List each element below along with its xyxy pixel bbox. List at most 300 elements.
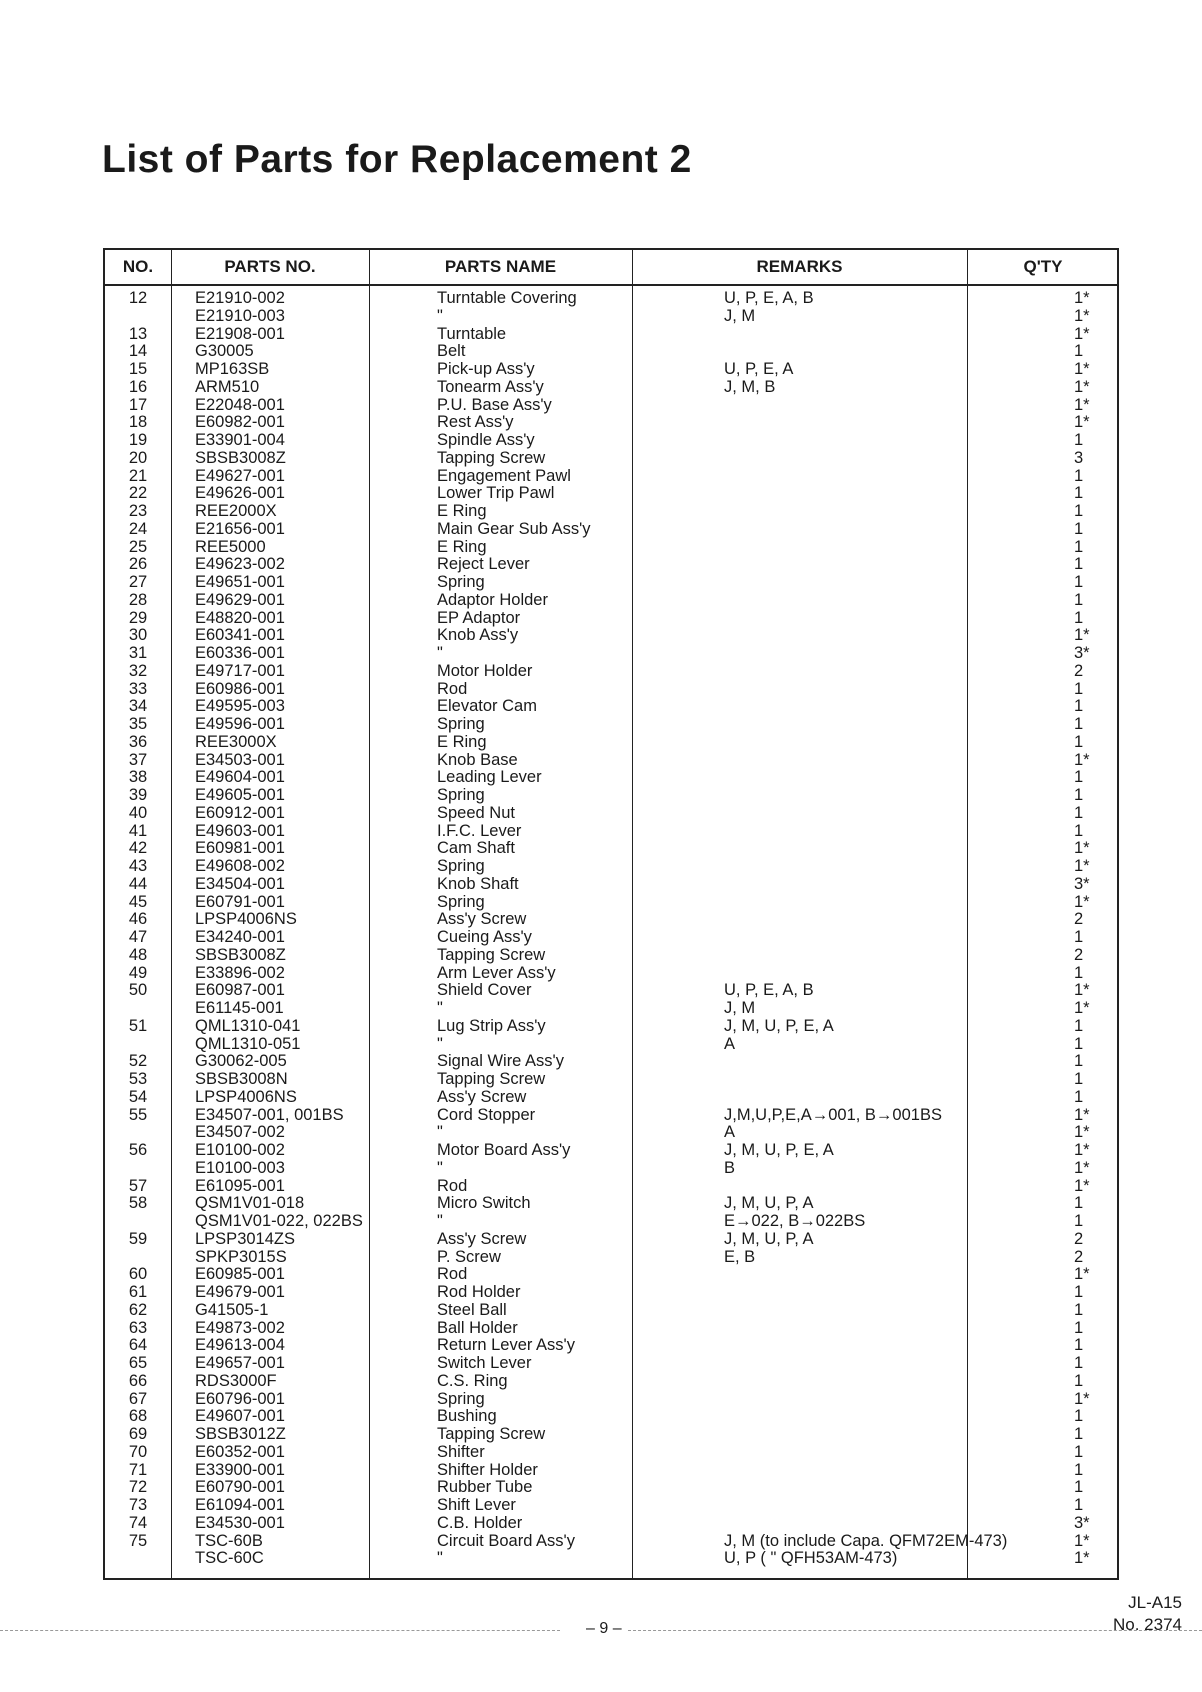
- cell-parts-name: Cord Stopper: [437, 1105, 536, 1124]
- cell-parts-no: QSM1V01-022, 022BS: [195, 1212, 363, 1230]
- cell-qty: 2: [1074, 945, 1084, 964]
- cell-qty: 1*: [1074, 324, 1090, 343]
- cell-qty: 1: [1074, 928, 1084, 946]
- cell-no: 57: [128, 1176, 148, 1195]
- cell-no: 51: [128, 1016, 148, 1035]
- table-row: [105, 1462, 1117, 1480]
- table-row: [105, 1160, 1117, 1178]
- cell-qty: 1: [1074, 484, 1084, 503]
- cell-parts-no: SBSB3008Z: [195, 945, 286, 964]
- cell-qty: 2: [1074, 661, 1084, 680]
- cell-parts-name: Shifter Holder: [437, 1460, 538, 1479]
- cell-no: 64: [128, 1336, 148, 1355]
- table-row: [105, 663, 1117, 681]
- cell-parts-name: Main Gear Sub Ass'y: [437, 519, 591, 538]
- cell-parts-name: I.F.C. Lever: [437, 821, 522, 840]
- cell-parts-no: E33900-001: [195, 1460, 285, 1479]
- cell-qty: 1*: [1074, 981, 1090, 1000]
- table-row: [105, 1444, 1117, 1462]
- cell-qty: 1: [1074, 697, 1084, 716]
- cell-no: 38: [128, 768, 148, 787]
- cell-no: 48: [128, 945, 148, 964]
- cell-parts-name: Bushing: [437, 1407, 497, 1426]
- table-row: [105, 1000, 1117, 1018]
- cell-qty: 1: [1074, 608, 1084, 627]
- cell-parts-name: Ball Holder: [437, 1318, 518, 1337]
- cell-no: 47: [128, 928, 148, 946]
- cell-parts-no: E49605-001: [195, 786, 285, 804]
- cell-no: 22: [128, 484, 148, 503]
- table-row: [105, 450, 1117, 468]
- table-row: [105, 769, 1117, 787]
- cell-parts-no: E33901-004: [195, 431, 285, 449]
- cell-parts-no: E49629-001: [195, 590, 285, 609]
- table-row: [105, 1391, 1117, 1409]
- cell-parts-name: ": [437, 999, 443, 1017]
- cell-parts-no: E60796-001: [195, 1389, 285, 1408]
- cell-no: 70: [128, 1442, 148, 1461]
- cell-parts-no: E21910-002: [195, 289, 285, 307]
- cell-no: 69: [128, 1425, 148, 1443]
- cell-qty: 1: [1074, 1336, 1084, 1355]
- cell-qty: 1: [1074, 768, 1084, 787]
- cell-parts-name: Shifter: [437, 1442, 485, 1461]
- cell-qty: 1: [1074, 1460, 1084, 1479]
- cell-parts-name: Return Lever Ass'y: [437, 1336, 575, 1355]
- cell-parts-name: Switch Lever: [437, 1354, 532, 1372]
- cell-no: 41: [128, 821, 148, 840]
- cell-parts-no: E60981-001: [195, 839, 285, 858]
- header-parts-name: PARTS NAME: [444, 257, 557, 276]
- table-row: [105, 308, 1117, 326]
- cell-parts-name: Knob Base: [437, 750, 518, 769]
- cell-qty: 1*: [1074, 1158, 1090, 1177]
- cell-qty: 1: [1074, 1034, 1084, 1053]
- table-row: [105, 929, 1117, 947]
- cell-remarks: J, M, B: [724, 377, 776, 396]
- cell-parts-no: TSC-60C: [195, 1549, 264, 1568]
- cell-qty: 1: [1074, 1194, 1084, 1213]
- cell-qty: 1*: [1074, 1141, 1090, 1159]
- cell-parts-name: Micro Switch: [437, 1194, 531, 1213]
- cell-parts-name: P.U. Base Ass'y: [437, 395, 552, 414]
- cell-parts-no: E49596-001: [195, 715, 285, 733]
- cell-parts-name: ": [437, 644, 443, 662]
- cell-no: 44: [128, 874, 148, 893]
- table-row: [105, 1231, 1117, 1249]
- cell-qty: 1: [1074, 1016, 1084, 1035]
- cell-parts-name: Lug Strip Ass'y: [437, 1016, 546, 1035]
- table-row: [105, 1036, 1117, 1054]
- cell-qty: 1: [1074, 466, 1084, 485]
- cell-parts-no: E49623-002: [195, 555, 285, 574]
- cell-qty: 1: [1074, 1300, 1084, 1319]
- cell-qty: 1: [1074, 1283, 1084, 1301]
- cell-parts-no: E22048-001: [195, 395, 285, 414]
- cell-parts-name: E Ring: [437, 537, 487, 556]
- table-row: [105, 805, 1117, 823]
- cell-no: 20: [128, 448, 148, 467]
- table-row: [105, 503, 1117, 521]
- cell-qty: 1: [1074, 1442, 1084, 1461]
- table-row: [105, 947, 1117, 965]
- table-row: [105, 1071, 1117, 1089]
- cell-qty: 3: [1074, 448, 1084, 467]
- cell-remarks: J, M, U, P, A: [724, 1229, 814, 1248]
- cell-parts-name: Rod: [437, 1265, 468, 1284]
- cell-parts-no: E61145-001: [195, 999, 284, 1017]
- cell-qty: 1: [1074, 573, 1084, 591]
- table-row: [105, 1089, 1117, 1107]
- cell-parts-name: Cueing Ass'y: [437, 928, 532, 946]
- cell-parts-no: SPKP3015S: [195, 1247, 287, 1266]
- cell-qty: 2: [1074, 910, 1084, 929]
- cell-parts-name: Tapping Screw: [437, 448, 546, 467]
- cell-parts-name: Steel Ball: [437, 1300, 507, 1319]
- cell-parts-no: E49608-002: [195, 857, 285, 875]
- cell-no: 23: [128, 502, 148, 520]
- cell-remarks: J, M: [724, 306, 756, 325]
- cell-qty: 1: [1074, 1212, 1084, 1230]
- cell-no: 56: [128, 1141, 148, 1159]
- table-row: [105, 752, 1117, 770]
- cell-qty: 1: [1074, 1070, 1084, 1088]
- cell-parts-no: E34503-001: [195, 750, 285, 769]
- document-number: No. 2374: [1113, 1615, 1182, 1634]
- cell-parts-no: E60352-001: [195, 1442, 285, 1461]
- cell-qty: 1: [1074, 786, 1084, 804]
- cell-qty: 1*: [1074, 1265, 1090, 1284]
- cell-parts-name: Shift Lever: [437, 1496, 516, 1514]
- cell-parts-name: ": [437, 1034, 443, 1053]
- cell-no: 12: [128, 289, 148, 307]
- table-row: [105, 1107, 1117, 1125]
- cell-parts-no: E34507-001, 001BS: [195, 1105, 344, 1124]
- cell-parts-no: E21908-001: [195, 324, 285, 343]
- cell-parts-no: E34530-001: [195, 1513, 285, 1532]
- cell-parts-name: Knob Shaft: [437, 874, 519, 893]
- table-row: [105, 982, 1117, 1000]
- cell-parts-no: E60341-001: [195, 626, 285, 645]
- cell-no: 43: [128, 857, 148, 875]
- table-row: [105, 343, 1117, 361]
- table-row: [105, 1018, 1117, 1036]
- table-row: [105, 911, 1117, 929]
- cell-parts-no: E49627-001: [195, 466, 285, 485]
- cell-no: 30: [128, 626, 148, 645]
- cell-parts-no: G30062-005: [195, 1052, 287, 1071]
- cell-parts-no: E49651-001: [195, 573, 285, 591]
- table-row: [105, 698, 1117, 716]
- cell-qty: 1*: [1074, 289, 1090, 307]
- table-row: [105, 858, 1117, 876]
- cell-parts-name: Signal Wire Ass'y: [437, 1052, 564, 1071]
- table-row: [105, 1213, 1117, 1231]
- cell-no: 54: [128, 1087, 148, 1106]
- cell-qty: 1*: [1074, 999, 1090, 1017]
- cell-parts-name: Ass'y Screw: [437, 1087, 527, 1106]
- cell-qty: 1*: [1074, 892, 1090, 911]
- cell-parts-no: E10100-002: [195, 1141, 285, 1159]
- cell-parts-name: C.S. Ring: [437, 1371, 508, 1390]
- cell-qty: 1: [1074, 1354, 1084, 1372]
- cell-qty: 1: [1074, 821, 1084, 840]
- cell-qty: 1: [1074, 537, 1084, 556]
- cell-qty: 1: [1074, 679, 1084, 698]
- table-row: [105, 485, 1117, 503]
- table-row: [105, 1373, 1117, 1391]
- cell-parts-name: ": [437, 1212, 443, 1230]
- cell-parts-name: Rest Ass'y: [437, 413, 514, 432]
- cell-qty: 1*: [1074, 395, 1090, 414]
- cell-parts-no: E60987-001: [195, 981, 285, 1000]
- cell-qty: 1: [1074, 732, 1084, 751]
- cell-no: 50: [128, 981, 148, 1000]
- table-row: [105, 379, 1117, 397]
- cell-no: 37: [128, 750, 148, 769]
- cell-parts-no: E49613-004: [195, 1336, 285, 1355]
- cell-no: 74: [128, 1513, 148, 1532]
- table-row: [105, 1195, 1117, 1213]
- table-row: [105, 556, 1117, 574]
- header-parts-no: PARTS NO.: [224, 257, 316, 276]
- cell-qty: 1: [1074, 715, 1084, 733]
- cell-remarks: J,M,U,P,E,A→001, B→001BS: [724, 1105, 942, 1124]
- table-row: [105, 1479, 1117, 1497]
- cell-qty: 1*: [1074, 1389, 1090, 1408]
- cell-parts-name: ": [437, 1123, 443, 1142]
- cell-parts-name: P. Screw: [437, 1247, 501, 1266]
- cell-parts-name: E Ring: [437, 732, 487, 751]
- cell-parts-name: Spring: [437, 573, 485, 591]
- cell-qty: 1: [1074, 803, 1084, 822]
- cell-no: 49: [128, 963, 148, 982]
- table-row: [105, 1124, 1117, 1142]
- cell-qty: 1*: [1074, 1105, 1090, 1124]
- header-remarks: REMARKS: [756, 257, 843, 276]
- cell-remarks: U, P, E, A: [724, 360, 794, 378]
- cell-qty: 2: [1074, 1229, 1084, 1248]
- cell-qty: 2: [1074, 1247, 1084, 1266]
- cell-parts-no: E49873-002: [195, 1318, 285, 1337]
- cell-parts-no: E10100-003: [195, 1158, 285, 1177]
- cell-parts-name: Rod: [437, 679, 468, 698]
- cell-no: 60: [128, 1265, 148, 1284]
- cell-qty: 1: [1074, 502, 1084, 520]
- table-row: [105, 574, 1117, 592]
- cell-qty: 1*: [1074, 1176, 1090, 1195]
- cell-parts-no: E21656-001: [195, 519, 285, 538]
- cell-parts-no: ARM510: [195, 377, 260, 396]
- cell-parts-no: E49717-001: [195, 661, 285, 680]
- table-row: [105, 539, 1117, 557]
- table-row: [105, 432, 1117, 450]
- cell-qty: 1: [1074, 1318, 1084, 1337]
- table-row: [105, 397, 1117, 415]
- cell-no: 25: [128, 537, 148, 556]
- cell-parts-name: Adaptor Holder: [437, 590, 548, 609]
- cell-no: 33: [128, 679, 148, 698]
- cell-parts-no: E61095-001: [195, 1176, 285, 1195]
- table-row: [105, 1284, 1117, 1302]
- cell-no: 58: [128, 1194, 148, 1213]
- cell-parts-name: Pick-up Ass'y: [437, 360, 535, 378]
- cell-parts-name: Lower Trip Pawl: [437, 484, 555, 503]
- table-row: [105, 1515, 1117, 1533]
- model-code: JL-A15: [1128, 1593, 1182, 1612]
- cell-no: 61: [128, 1283, 148, 1301]
- cell-no: 36: [128, 732, 148, 751]
- table-row: [105, 1533, 1117, 1551]
- cell-no: 31: [128, 644, 148, 662]
- cell-qty: 1: [1074, 1052, 1084, 1071]
- table-row: [105, 1178, 1117, 1196]
- cell-parts-name: Motor Board Ass'y: [437, 1141, 571, 1159]
- cell-no: 67: [128, 1389, 148, 1408]
- cell-parts-no: LPSP4006NS: [195, 910, 297, 929]
- cell-parts-name: Spring: [437, 1389, 485, 1408]
- cell-parts-name: Spring: [437, 786, 485, 804]
- cell-parts-no: QSM1V01-018: [195, 1194, 305, 1213]
- table-row: [105, 1355, 1117, 1373]
- cell-no: 19: [128, 431, 148, 449]
- cell-remarks: B: [724, 1158, 736, 1177]
- cell-parts-name: Speed Nut: [437, 803, 515, 822]
- cell-remarks: A: [724, 1123, 736, 1142]
- cell-no: 45: [128, 892, 148, 911]
- table-row: [105, 965, 1117, 983]
- cell-qty: 1*: [1074, 1123, 1090, 1142]
- cell-parts-no: E49626-001: [195, 484, 285, 503]
- table-row: [105, 681, 1117, 699]
- table-row: [105, 627, 1117, 645]
- cell-parts-name: Leading Lever: [437, 768, 542, 787]
- cell-parts-name: Belt: [437, 342, 466, 361]
- cell-parts-no: E60982-001: [195, 413, 285, 432]
- table-body: [105, 290, 1117, 1568]
- cell-no: 68: [128, 1407, 148, 1426]
- cell-no: 66: [128, 1371, 148, 1390]
- cell-parts-name: Motor Holder: [437, 661, 533, 680]
- table-row: [105, 1302, 1117, 1320]
- cell-qty: 1: [1074, 1087, 1084, 1106]
- table-row: [105, 414, 1117, 432]
- cell-parts-no: E49607-001: [195, 1407, 285, 1426]
- header-qty: Q'TY: [1023, 257, 1063, 276]
- table-header: [105, 250, 1117, 286]
- cell-no: 55: [128, 1105, 148, 1124]
- cell-qty: 1*: [1074, 1531, 1090, 1550]
- cell-parts-no: REE5000: [195, 537, 266, 556]
- cell-qty: 1: [1074, 590, 1084, 609]
- cell-qty: 1*: [1074, 377, 1090, 396]
- cell-qty: 1: [1074, 342, 1084, 361]
- cell-qty: 1*: [1074, 1549, 1090, 1568]
- table-row: [105, 1142, 1117, 1160]
- table-row: [105, 1426, 1117, 1444]
- cell-no: 21: [128, 466, 148, 485]
- cell-parts-name: Rod Holder: [437, 1283, 521, 1301]
- cell-no: 16: [128, 377, 148, 396]
- cell-no: 59: [128, 1229, 148, 1248]
- table-row: [105, 1408, 1117, 1426]
- cell-remarks: J, M: [724, 999, 756, 1017]
- cell-parts-no: E49657-001: [195, 1354, 285, 1372]
- cell-remarks: U, P, E, A, B: [724, 289, 814, 307]
- cell-parts-no: E60790-001: [195, 1478, 285, 1497]
- table-row: [105, 840, 1117, 858]
- cell-no: 40: [128, 803, 148, 822]
- table-row: [105, 1320, 1117, 1338]
- cell-remarks: J, M (to include Capa. QFM72EM-473): [724, 1531, 1008, 1550]
- cell-parts-no: E60985-001: [195, 1265, 285, 1284]
- page-number: – 9 –: [586, 1620, 622, 1637]
- cell-qty: 1: [1074, 963, 1084, 982]
- table-row: [105, 1053, 1117, 1071]
- cell-no: 65: [128, 1354, 148, 1372]
- cell-qty: 1: [1074, 1496, 1084, 1514]
- cell-no: 13: [128, 324, 148, 343]
- cell-parts-no: REE2000X: [195, 502, 277, 520]
- cell-parts-no: E49603-001: [195, 821, 285, 840]
- table-row: [105, 290, 1117, 308]
- cell-parts-name: Turntable Covering: [437, 289, 577, 307]
- cell-parts-no: QML1310-051: [195, 1034, 301, 1053]
- cell-parts-no: E34507-002: [195, 1123, 285, 1142]
- table-row: [105, 787, 1117, 805]
- cell-parts-name: Spring: [437, 857, 485, 875]
- cell-qty: 1*: [1074, 750, 1090, 769]
- cell-remarks: J, M, U, P, E, A: [724, 1016, 834, 1035]
- cell-parts-no: LPSP4006NS: [195, 1087, 297, 1106]
- cell-parts-name: Rod: [437, 1176, 468, 1195]
- cell-qty: 1: [1074, 555, 1084, 574]
- cell-remarks: A: [724, 1034, 736, 1053]
- cell-qty: 1: [1074, 1371, 1084, 1390]
- cell-qty: 3*: [1074, 874, 1090, 893]
- cell-no: 39: [128, 786, 148, 804]
- cell-remarks: U, P, E, A, B: [724, 981, 814, 1000]
- cell-no: 72: [128, 1478, 148, 1497]
- table-row: [105, 610, 1117, 628]
- cell-no: 46: [128, 910, 148, 929]
- page-title: List of Parts for Replacement 2: [102, 138, 692, 181]
- cell-parts-name: Tapping Screw: [437, 945, 546, 964]
- cell-parts-no: REE3000X: [195, 732, 277, 751]
- cell-qty: 1*: [1074, 360, 1090, 378]
- cell-parts-name: ": [437, 306, 443, 325]
- cell-parts-no: TSC-60B: [195, 1531, 263, 1550]
- table-row: [105, 716, 1117, 734]
- cell-parts-name: Ass'y Screw: [437, 1229, 527, 1248]
- cell-no: 73: [128, 1496, 148, 1514]
- table-row: [105, 592, 1117, 610]
- cell-parts-name: Circuit Board Ass'y: [437, 1531, 575, 1550]
- cell-qty: 1: [1074, 519, 1084, 538]
- cell-parts-no: G41505-1: [195, 1300, 269, 1319]
- cell-parts-no: SBSB3008Z: [195, 448, 286, 467]
- cell-qty: 3*: [1074, 1513, 1090, 1532]
- cell-qty: 1*: [1074, 857, 1090, 875]
- cell-qty: 1*: [1074, 413, 1090, 432]
- cell-qty: 1: [1074, 1425, 1084, 1443]
- cell-parts-no: E48820-001: [195, 608, 285, 627]
- cell-no: 75: [128, 1531, 148, 1550]
- cell-parts-no: E34504-001: [195, 874, 285, 893]
- cell-no: 24: [128, 519, 148, 538]
- cell-parts-no: SBSB3012Z: [195, 1425, 286, 1443]
- table-row: [105, 1497, 1117, 1515]
